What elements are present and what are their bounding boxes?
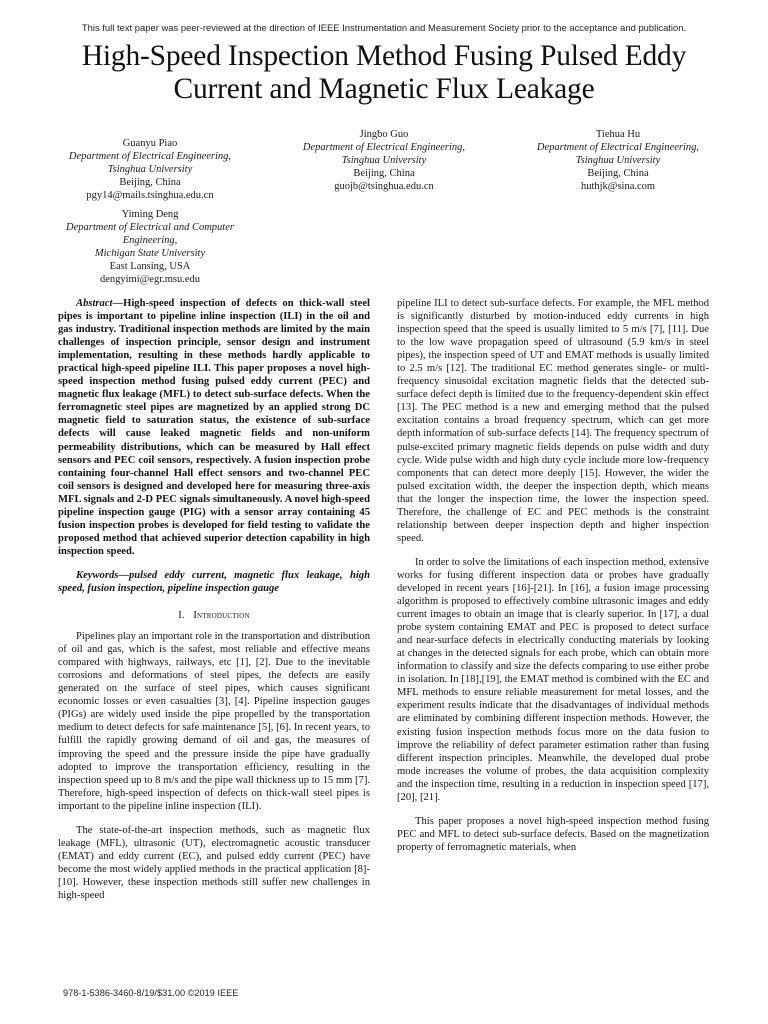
author-location: Beijing, China bbox=[119, 177, 181, 188]
copyright-footer: 978-1-5386-3460-8/19/$31.00 ©2019 IEEE bbox=[63, 988, 239, 998]
left-column bbox=[58, 297, 370, 902]
body-paragraph: This paper proposes a novel high-speed inspection method fusing PEC and MFL to detect sub-surface defects. Based on the magnetization property of ferromagnetic materials, when bbox=[397, 815, 709, 853]
title-line-1: High-Speed Inspection Method Fusing Pulsed Eddy bbox=[81, 40, 687, 72]
author-email: guojb@tsinghua.edu.cn bbox=[334, 181, 434, 192]
title-line-2: Current and Magnetic Flux Leakage bbox=[173, 73, 595, 105]
peer-review-note: This full text paper was peer-reviewed at the direction of IEEE Instrumentation and Measurement Society prior to the acceptance and publication. bbox=[81, 22, 687, 33]
section-heading-introduction bbox=[58, 609, 370, 622]
author-email: huthjk@sina.com bbox=[580, 181, 656, 192]
author-name: Tiehua Hu bbox=[595, 129, 641, 140]
abstract-text: —High-speed inspection of defects on thick-wall steel pipes is important to pipeline inline inspection (ILI) in the oil and gas industry. Traditional inspection methods are limited by the main challenges of inspection principle, sensor design and instrument implementation, resulting in these methods hardly applicable to practical high-speed pipeline ILI. This paper proposes a novel high-speed inspection method fusing pulsed eddy current (PEC) and magnetic flux leakage (MFL) to detect sub-surface defects. When the ferromagnetic steel pipes are magnetized by an applied strong DC magnetic field to saturation status, the existence of sub-surface defects will cause leaked magnetic fields and non-uniform permeability distributions, which can be measured by Hall effect sensors and PEC coil sensors, respectively. A fusion inspection probe containing four-channel Hall effect sensors and two-channel PEC coil sensors is designed and developed here for measuring three-axis MFL signals and 2-D PEC signals simultaneously. A novel high-speed pipeline inspection gauge (PIG) with a sensor array containing 45 fusion inspection probes is developed for field testing to validate the proposed method that achieved superior detection capability in high inspection speed. bbox=[58, 298, 370, 557]
section-title: Introduction bbox=[193, 610, 250, 622]
author-department: Department of Electrical Engineering, bbox=[68, 151, 232, 162]
body-paragraph: pipeline ILI to detect sub-surface defects. For example, the MFL method is significantly disturbed by motion-induced eddy currents in high inspection speed that the speed is usually limited to 5 m/s [7], [11]. Due to the low wave propagation speed of ultrasound (5.9 km/s in steel pipes), the inspection speed of UT and EMAT methods is usually limited to 2.5 m/s [12]. The traditional EC method generates single- or multi-frequency sinusoidal excitation magnetic fields that the detected sub-surface defect depth is limited due to the frequency-dependent skin effect [13]. The PEC method is a new and emerging method that the pulsed excitation contains a broad frequency spectrum, which can get more depth information of sub-surface defects [14]. The frequency spectrum of pulse-excited primary magnetic fields depends on pulse width and duty cycle. Wide pulse width and high duty cycle include more low-frequency components that can detect more deeply [15]. However, the wider the pulsed excitation width, the deeper the inspection depth, which means that the longer the inspection time, the lower the inspection speed. Therefore, the challenge of EC and PEC methods is the constraint relationship between deeper inspection depth and higher inspection speed. bbox=[397, 298, 709, 544]
section-number: I. bbox=[178, 610, 185, 622]
abstract-label: Abstract bbox=[76, 298, 113, 309]
author-department: Department of Electrical and Computer bbox=[66, 222, 234, 233]
keywords-label: Keywords bbox=[76, 569, 119, 581]
author-location: Beijing, China bbox=[353, 168, 415, 179]
author-university: Michigan State University bbox=[94, 248, 206, 259]
author-block-piao bbox=[50, 137, 250, 202]
keywords-text: —pulsed eddy current, magnetic flux leakage, high speed, fusion inspection, pipeline inspection gauge bbox=[58, 569, 370, 594]
abstract bbox=[58, 297, 370, 558]
author-department-cont: Engineering, bbox=[122, 235, 178, 246]
right-column bbox=[397, 297, 709, 854]
author-name: Guanyu Piao bbox=[122, 138, 178, 149]
author-block-hu bbox=[518, 128, 718, 193]
author-block-guo bbox=[284, 128, 484, 193]
body-paragraph: In order to solve the limitations of each inspection method, extensive works for fusing different inspection data or probes have gradually developed in recent years [16]-[21]. In [16], a fusion image processing algorithm is proposed to effectively combine ultrasonic images and eddy current images to obtain an image that is clearly superior. In [17], a dual probe system containing EMAT and PEC is proposed to detect surface and near-surface defects in electrically conducting materials by looking at changes in the detected signals for each probe, which can obtain more information to classify and size the defects comparing to use either probe in isolation. In [18],[19], the EMAT method is combined with the EC and MFL methods to ensure reliable measurement for metal losses, and the experiment results indicate that the disadvantages of individual methods are eliminated by combining different inspection methods. However, the existing fusion inspection methods focus more on the data fusion to improve the reliability of defect parameter estimation rather than fusing different inspection principles. Meanwhile, the developed dual probe mode increases the volume of probes, the data acquisition complexity and the inspection time, resulting in a reduction in inspection speed [17], [20], [21]. bbox=[397, 556, 709, 803]
author-email: dengyimi@egr.msu.edu bbox=[99, 274, 201, 285]
author-block-deng bbox=[50, 208, 250, 286]
author-email: pgy14@mails.tsinghua.edu.cn bbox=[86, 190, 214, 201]
author-university: Tsinghua University bbox=[575, 155, 661, 166]
author-location: Beijing, China bbox=[587, 168, 649, 179]
author-university: Tsinghua University bbox=[107, 164, 193, 175]
paper-title bbox=[30, 40, 738, 106]
author-name: Jingbo Guo bbox=[359, 129, 409, 140]
body-paragraph: Pipelines play an important role in the transportation and distribution of oil and gas, which is the safest, most reliable and effective means compared with highways, railways, etc [1], [2]. Due to the inevitable corrosions and deformations of steel pipes, the defects are easily generated on the surface of steel pipes, which causes significant economic losses or even casualties [3], [4]. Pipeline inspection gauges (PIGs) are widely used inside the pipe propelled by the transportation medium to detect defects for safe maintenance [5], [6]. In recent years, to fulfill the rapidly growing demand of oil and gas, the measures of improving the speed and the pressure inside the pipe have gradually adopted to improve the transportation efficiency, resulting in the inspection speed up to 8 m/s and the pipe wall thickness up to 15 mm [7]. Therefore, high-speed inspection of defects on thick-wall steel pipes is important to the pipeline inline inspection (ILI). bbox=[58, 631, 370, 812]
author-name: Yiming Deng bbox=[121, 209, 179, 220]
author-university: Tsinghua University bbox=[341, 155, 427, 166]
author-department: Department of Electrical Engineering, bbox=[302, 142, 466, 153]
author-department: Department of Electrical Engineering, bbox=[536, 142, 700, 153]
keywords bbox=[58, 569, 370, 595]
body-paragraph: The state-of-the-art inspection methods, such as magnetic flux leakage (MFL), ultrasonic (UT), electromagnetic acoustic transducer (EMAT) and eddy current (EC), and pulsed eddy current (PEC) have become the most widely applied methods in the practical application [8]-[10]. However, these inspection methods still suffer new challenges in high-speed bbox=[58, 824, 370, 901]
author-location: East Lansing, USA bbox=[109, 261, 191, 272]
